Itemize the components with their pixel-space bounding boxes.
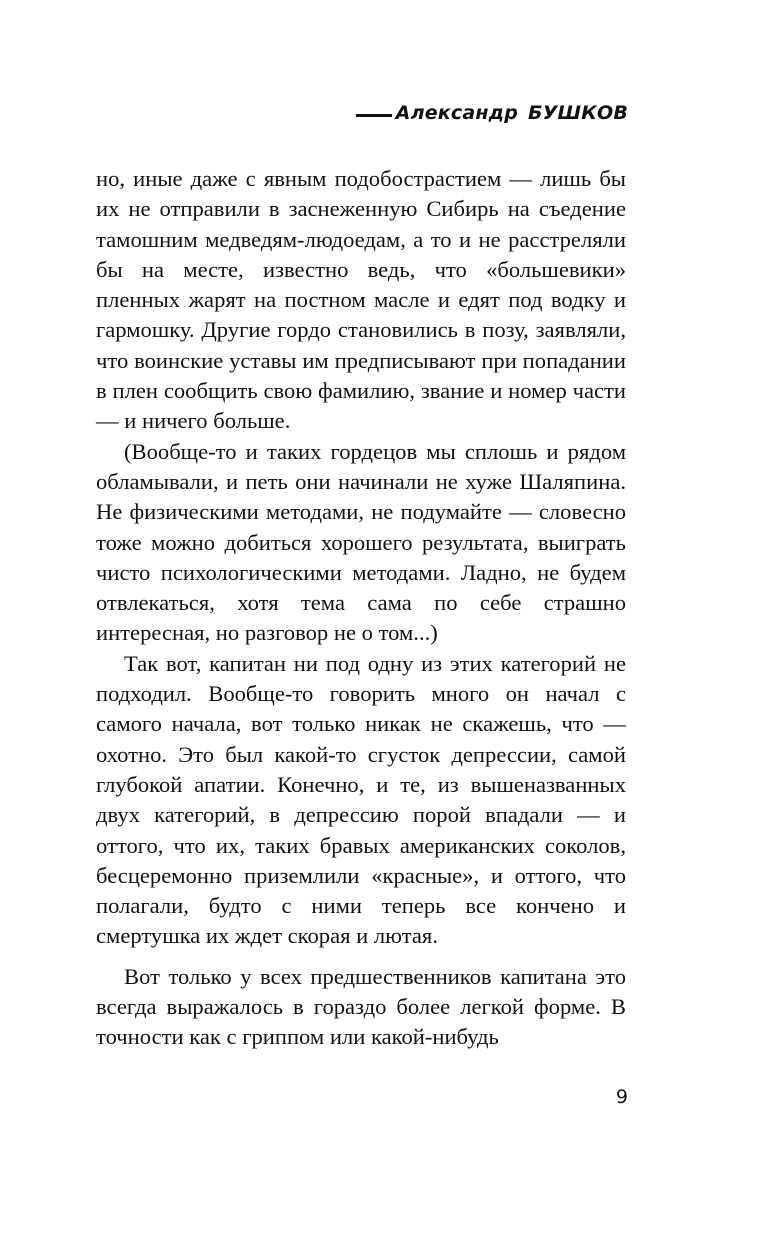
paragraph: Вот только у всех предшественников капитана это всегда выражалось в гораздо более легкой форме. В точности как с гриппом или какой-нибудь bbox=[96, 963, 626, 1050]
page-number: 9 bbox=[615, 1086, 628, 1108]
paragraph: (Вообще-то и таких гордецов мы сплошь и рядом обламывали, и петь они начинали не хуже Шаляпина. Не физическими методами, не подумайте — словесно тоже можно добиться хорошего результата, выиграть чисто психологическими методами. Ладно, не будем отвлекаться, хотя тема сама по себе страшно интересная, но разговор не о том...) bbox=[96, 438, 626, 646]
paragraph-continued: но, иные даже с явным подобострастием — лишь бы их не отправили в заснеженную Сибирь на съедение тамошним медведям-людоедам, а то и не расстреляли бы на месте, известно ведь, что «большевики» пленных жарят на постном масле и едят под водку и гармошку. Другие гордо становились в позу, заявляли, что воинские уставы им предписывают при попадании в плен сообщить свою фамилию, звание и номер части — и ничего больше. bbox=[96, 166, 626, 434]
author-first-name: Александр bbox=[395, 102, 519, 124]
running-head bbox=[356, 104, 628, 123]
paragraph: Так вот, капитан ни под одну из этих категорий не подходил. Вообще-то говорить много он начал с самого начала, вот только никак не скажешь, что — охотно. Это был какой-то сгусток депрессии, самой глубокой апатии. Конечно, и те, из вышеназванных двух категорий, в депрессию порой впадали — и оттого, что их, таких бравых американских соколов, бесцеремонно приземлили «красные», и оттого, что полагали, будто с ними теперь все кончено и смертушка их ждет скорая и лютая. bbox=[96, 650, 626, 949]
body-text bbox=[96, 164, 626, 1053]
header-rule bbox=[356, 114, 392, 117]
author-name bbox=[396, 104, 628, 123]
author-surname: БУШКОВ bbox=[528, 102, 628, 124]
